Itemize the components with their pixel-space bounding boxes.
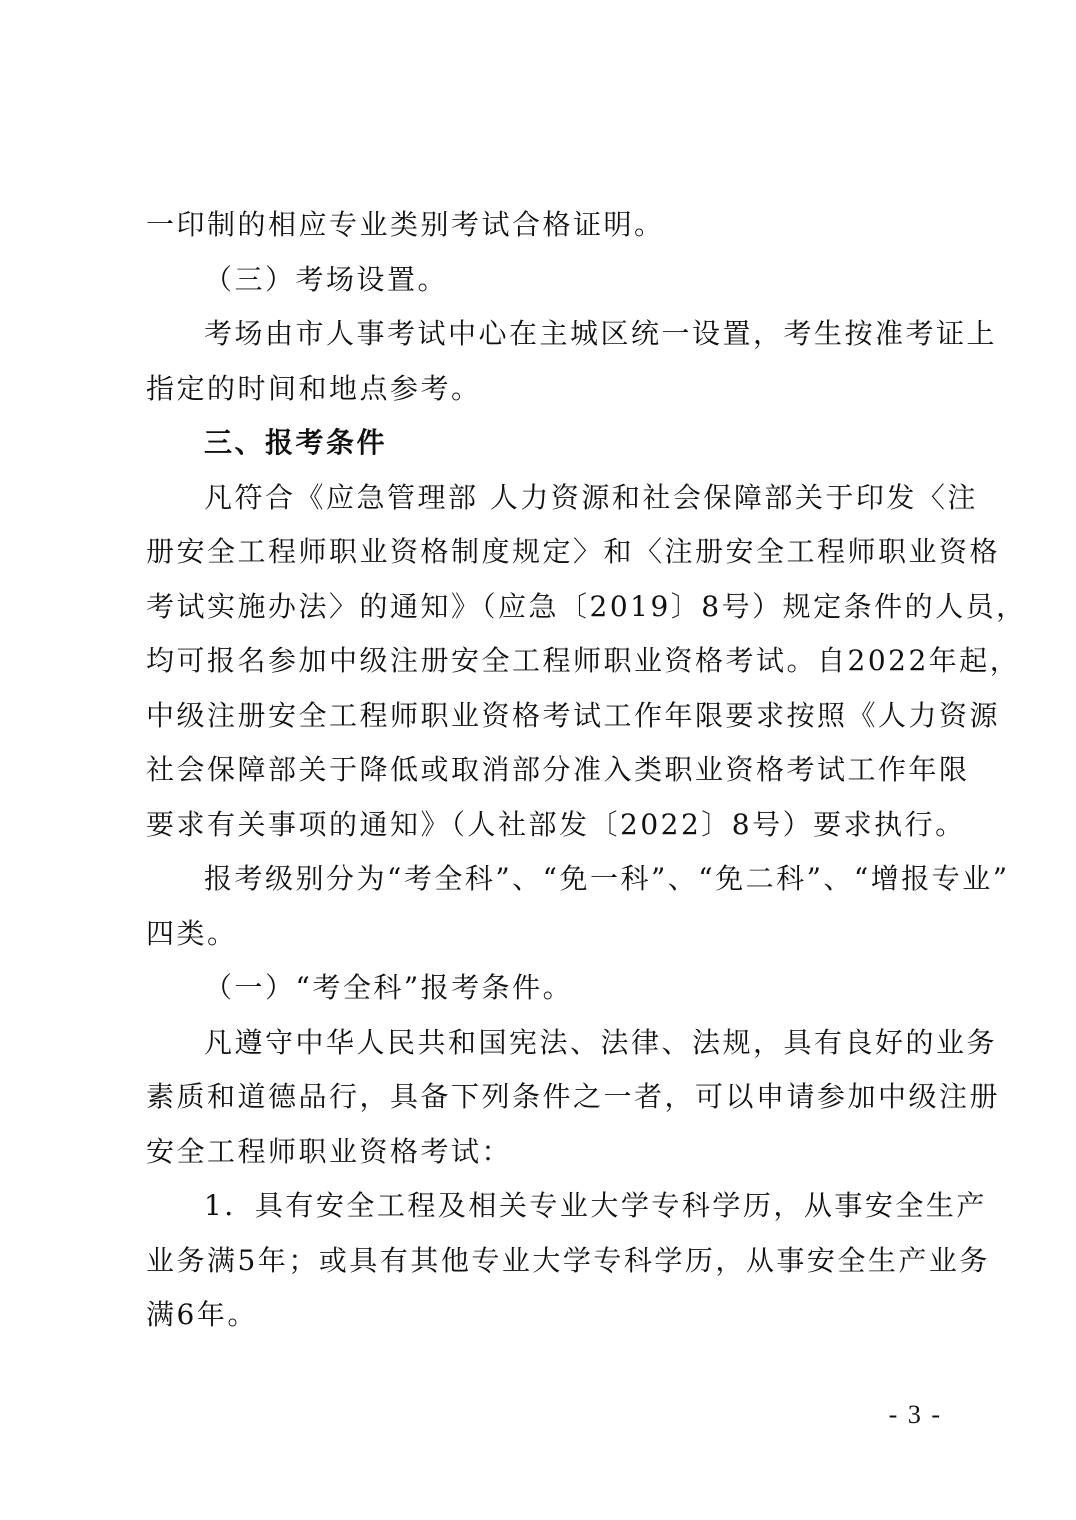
- paragraph-line: 1．具有安全工程及相关专业大学专科学历，从事安全生产: [204, 1189, 987, 1222]
- paragraph-line: 安全工程师职业资格考试：: [146, 1134, 513, 1168]
- paragraph-line: 满6年。: [146, 1298, 258, 1331]
- paragraph-line: 册安全工程师职业资格制度规定〉和〈注册安全工程师职业资格: [146, 535, 1001, 568]
- paragraph-line: 四类。: [146, 916, 238, 950]
- paragraph-line: 均可报名参加中级注册安全工程师职业资格考试。自2022年起，: [146, 644, 1021, 677]
- subheading-exam-venue: （三）考场设置。: [204, 262, 449, 296]
- paragraph-line: 中级注册安全工程师职业资格考试工作年限要求按照《人力资源: [146, 698, 1001, 732]
- paragraph-line: 要求有关事项的通知》（人社部发〔2022〕8号）要求执行。: [146, 807, 966, 841]
- subheading-full-exam: （一）“考全科”报考条件。: [204, 971, 574, 1004]
- paragraph-line: 凡符合《应急管理部 人力资源和社会保障部关于印发〈注: [204, 480, 978, 514]
- paragraph-line: 指定的时间和地点参考。: [146, 371, 482, 405]
- paragraph-line: 考试实施办法〉的通知》（应急〔2019〕8号）规定条件的人员，: [146, 589, 1027, 623]
- body-text: [146, 198, 1027, 1343]
- paragraph-line: 一印制的相应专业类别考试合格证明。: [146, 208, 665, 241]
- page-number: - 3 -: [888, 1400, 942, 1429]
- paragraph-line: 报考级别分为“考全科”、“免一科”、“免二科”、“增报专业”: [204, 862, 1010, 895]
- paragraph-line: 素质和道德品行，具备下列条件之一者，可以申请参加中级注册: [146, 1080, 1001, 1113]
- paragraph-line: 业务满5年；或具有其他专业大学专科学历，从事安全生产业务: [146, 1243, 990, 1277]
- section-heading-requirements: 三、报考条件: [204, 426, 388, 459]
- paragraph-line: 考场由市人事考试中心在主城区统一设置，考生按准考证上: [204, 317, 998, 350]
- paragraph-line: 社会保障部关于降低或取消部分准入类职业资格考试工作年限: [146, 753, 970, 786]
- paragraph-line: 凡遵守中华人民共和国宪法、法律、法规，具有良好的业务: [204, 1025, 998, 1059]
